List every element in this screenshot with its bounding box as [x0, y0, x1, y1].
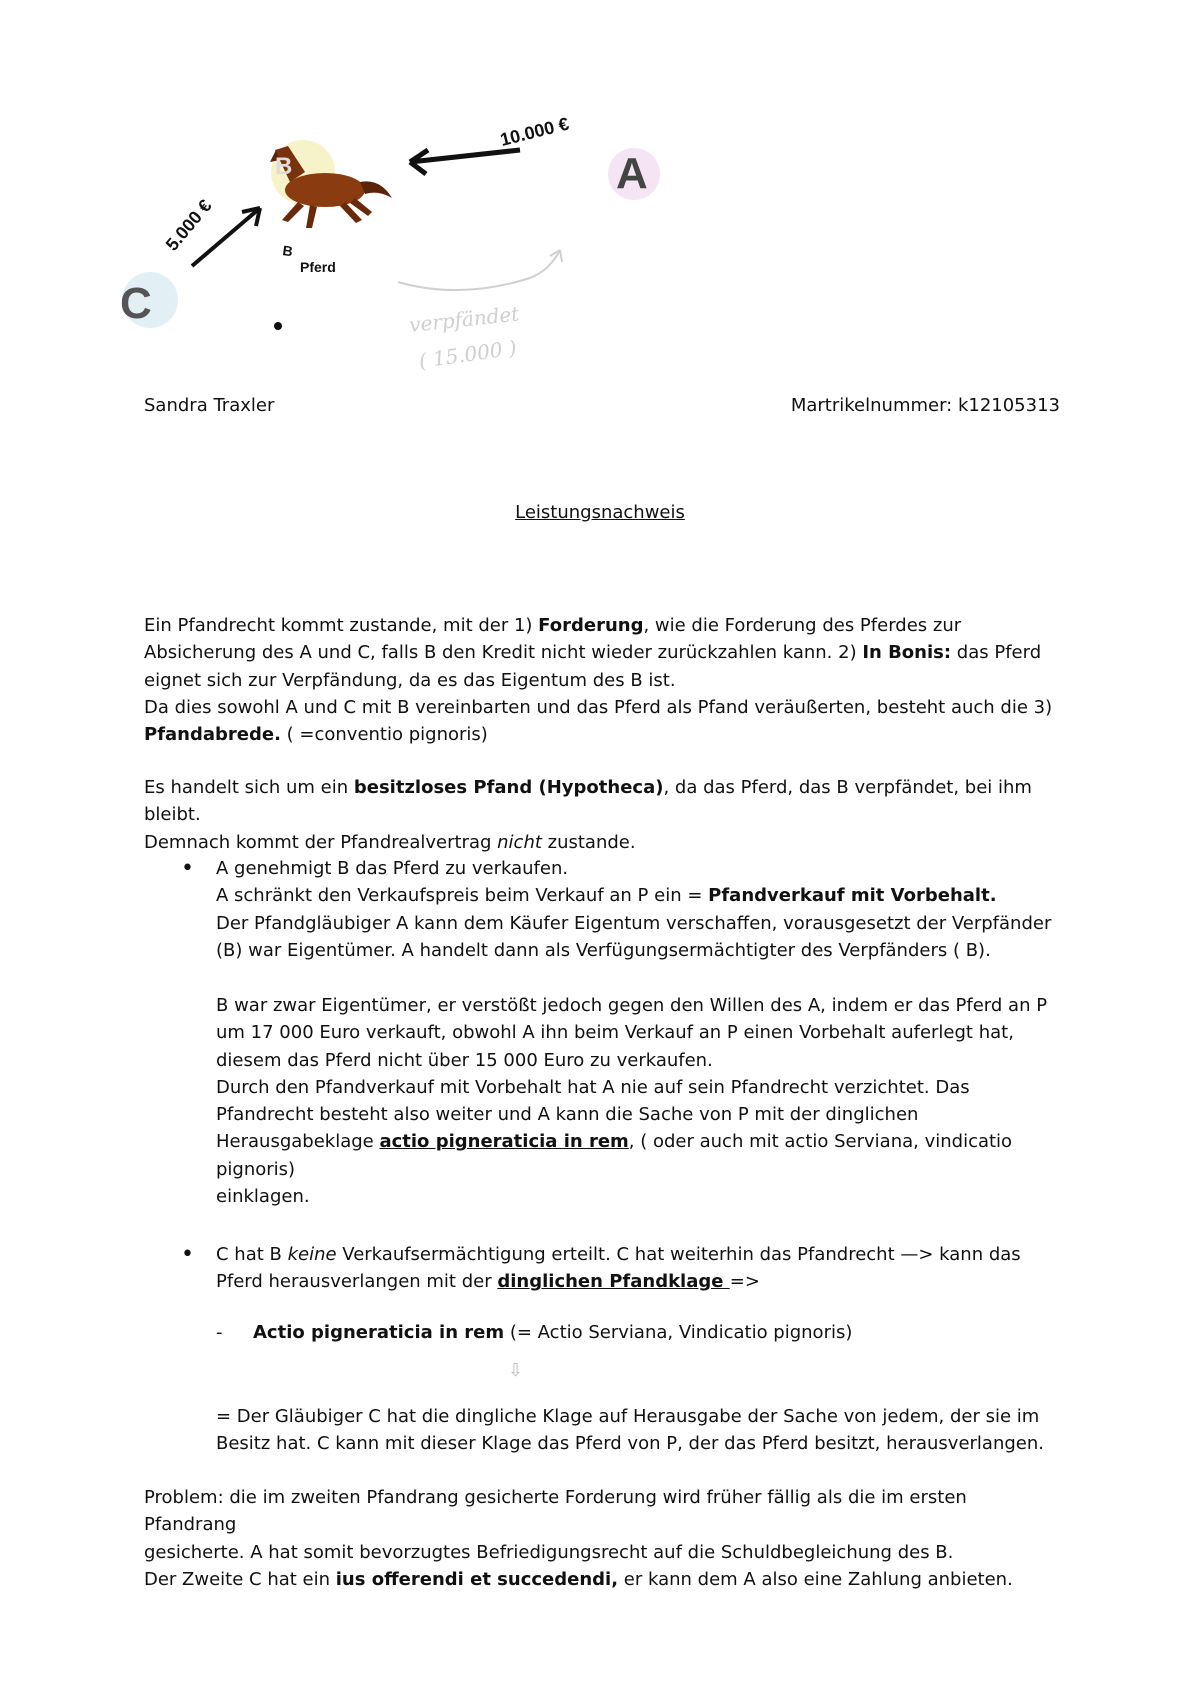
faint-arrow [398, 250, 560, 290]
bullet-point: • [181, 1242, 194, 1267]
amount-c: 5.000 € [161, 195, 216, 255]
pledge-note: verpfändet [408, 301, 521, 337]
paragraph-hypotheca: Es handelt sich um ein besitzloses Pfand (Hypotheca), da das Pferd, das B verpfändet, bei ihm bleibt. Demnach kommt der Pfandrealvertrag nicht zustande. [144, 777, 1032, 853]
horse-caption-2: Pferd [300, 259, 336, 275]
pledge-amount: ( 15.000 ) [417, 335, 519, 373]
sub-item-actio: Actio pigneraticia in rem (= Actio Serviana, Vindicatio pignoris) [253, 1322, 853, 1343]
ink-dot [274, 322, 282, 330]
dash-marker: - [216, 1322, 223, 1343]
horse-caption-1: B [281, 242, 294, 260]
bullet-item-a-continuation: B war zwar Eigentümer, er verstößt jedoch gegen den Willen des A, indem er das Pferd an P um 17 000 Euro verkauft, obwohl A ihn beim Verkauf an P einen Vorbehalt auferlegt hat, diesem das Pferd nicht über 15 000 Euro zu verkaufen. Durch den Pfandverkauf mit Vorbehalt hat A nie auf sein Pfandrecht verzichtet. Das Pfandrecht besteht also weiter und A kann die Sache von P mit der dinglichen Herausgabeklage actio pigneraticia in rem, ( oder auch mit actio Serviana, vindicatio pignoris) einklagen. [216, 995, 1048, 1208]
label-a: A [616, 149, 648, 198]
down-arrow-icon: ⇩ [508, 1360, 524, 1381]
paragraph-pfandrecht: Ein Pfandrecht kommt zustande, mit der 1) Forderung, wie die Forderung des Pferdes zur Absicherung des A und C, falls B den Kredit nicht wieder zurückzahlen kann. 2) In Bonis: das Pferd eignet sich zur Verpfändung, da es das Eigentum des B ist. Da dies sowohl A und C mit B vereinbarten und das Pferd als Pfand veräußerten, besteht auch die 3) Pfandabrede. ( =conventio pignoris) [144, 615, 1053, 746]
handwritten-sketch [110, 110, 690, 400]
bullet-item-c-no-authorization: C hat B keine Verkaufsermächtigung erteilt. C hat weiterhin das Pfandrecht —> kann das Pferd herausverlangen mit der dinglichen Pfandklage => [216, 1244, 1021, 1293]
bullet-point: • [181, 856, 194, 881]
horse-letter-b: B [275, 153, 293, 180]
amount-a: 10.000 € [498, 113, 571, 150]
bullet-item-c-explanation: = Der Gläubiger C hat die dingliche Klage auf Herausgabe der Sache von jedem, der sie im Besitz hat. C kann mit dieser Klage das Pferd von P, der das Pferd besitzt, herausverlangen. [216, 1406, 1044, 1455]
bullet-item-a-approval: A genehmigt B das Pferd zu verkaufen. A schränkt den Verkaufspreis beim Verkauf an P ein = Pfandverkauf mit Vorbehalt. Der Pfandgläubiger A kann dem Käufer Eigentum verschaffen, vorausgesetzt der Verpfänder (B) war Eigentümer. A handelt dann als Verfügungsermächtigter des Verpfänders ( B). [216, 858, 1052, 961]
author-name: Sandra Traxler [144, 395, 275, 416]
paragraph-problem: Problem: die im zweiten Pfandrang gesicherte Forderung wird früher fällig als die im ersten Pfandrang gesicherte. A hat somit bevorzugtes Befriedigungsrecht auf die Schuldbegleichung des B. Der Zweite C hat ein ius offerendi et succedendi, er kann dem A also eine Zahlung anbieten. [144, 1487, 1013, 1590]
document-title: Leistungsnachweis [515, 502, 685, 523]
matriculation-number: Martrikelnummer: k12105313 [790, 395, 1060, 416]
label-c: C [120, 279, 152, 328]
